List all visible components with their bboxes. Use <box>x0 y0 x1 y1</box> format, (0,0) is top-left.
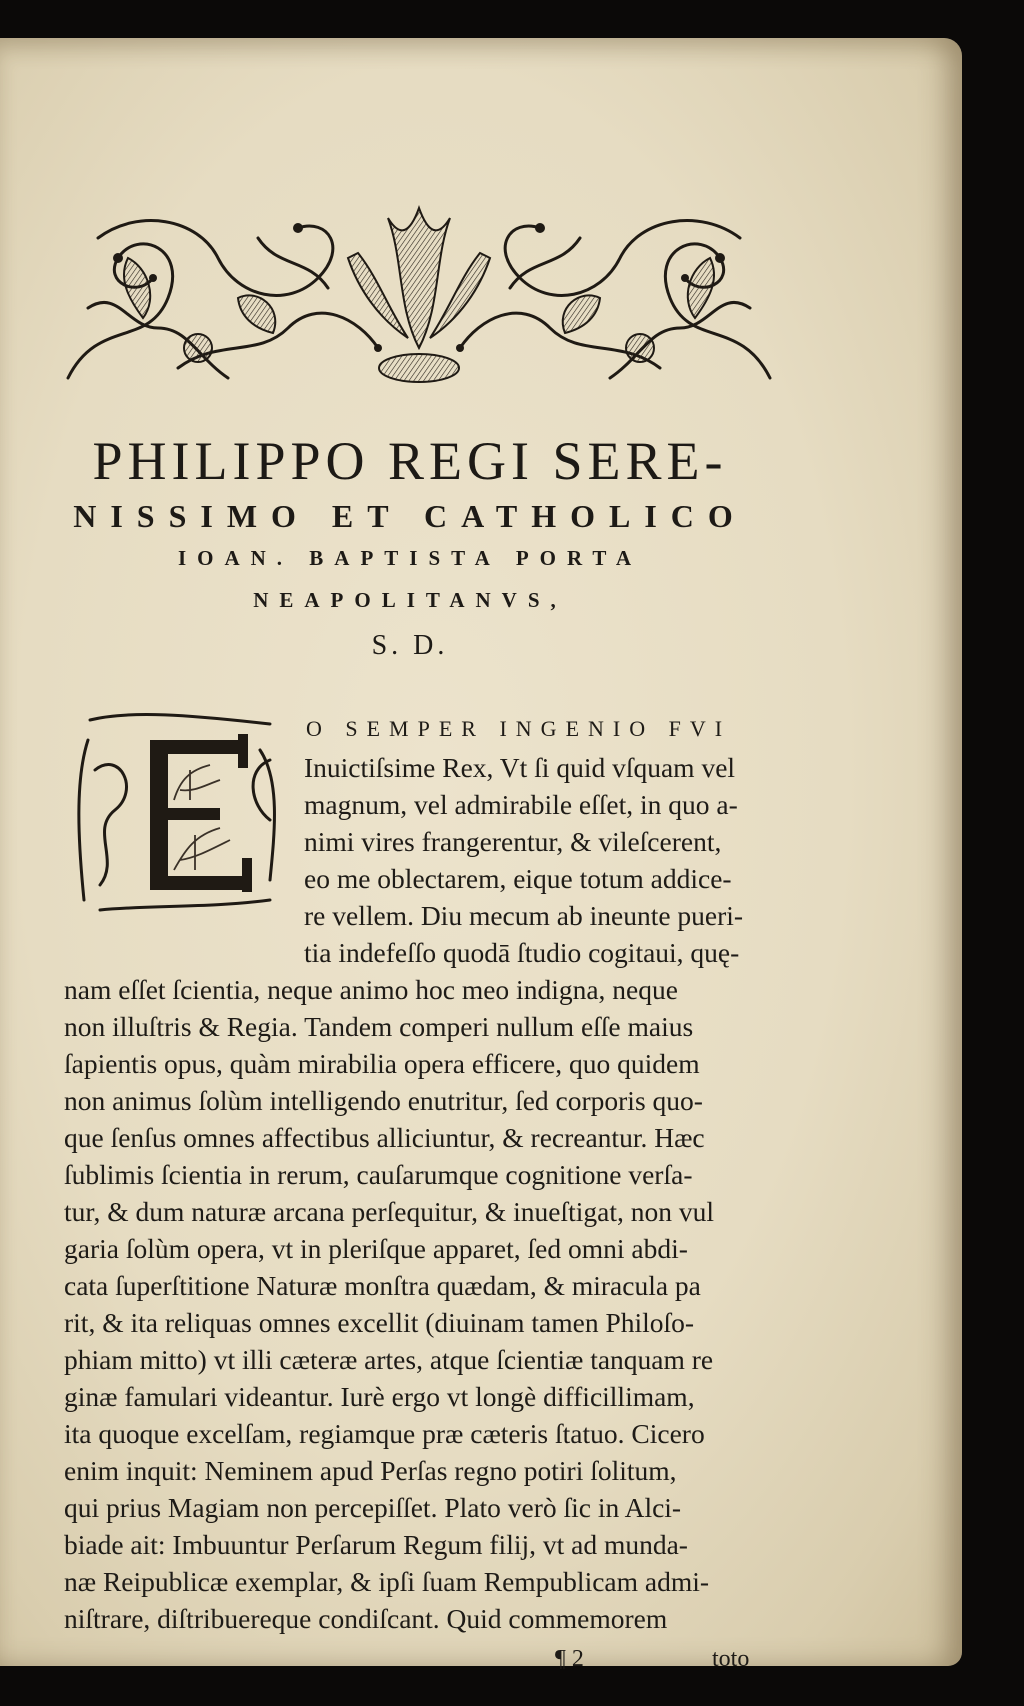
decorated-initial-letter-E <box>70 710 292 920</box>
text-line-11: non animus ſolùm intelligendo enutritur, ſed corporis quo- <box>64 1085 703 1116</box>
signature-mark: ¶ 2 <box>555 1646 584 1672</box>
author-origin: NEAPOLITANVS, <box>253 588 567 612</box>
text-line-21: enim inquit: Neminem apud Perſas regno potiri ſolitum, <box>64 1455 677 1486</box>
text-line-17: rit, & ita reliquas omnes excellit (diuinam tamen Philoſo- <box>64 1307 695 1338</box>
text-line-6: re vellem. Diu mecum ab ineunte pueri- <box>304 900 744 931</box>
text-line-2: Inuictiſsime Rex, Vt ſi quid vſquam vel <box>304 752 736 783</box>
salutation: S. D. <box>371 630 449 661</box>
text-line-16: cata ſuperſtitione Naturæ monſtra quædam, & miracula pa <box>64 1270 701 1301</box>
text-line-14: tur, & dum naturæ arcana perſequitur, & inueſtigat, non vul <box>64 1196 714 1227</box>
text-line-12: que ſenſus omnes affectibus alliciuntur, & recreantur. Hæc <box>64 1122 705 1153</box>
text-line-5: eo me oblectarem, eique totum addice- <box>304 863 732 894</box>
text-line-15: garia ſolùm opera, vt in pleriſque apparet, ſed omni abdi- <box>64 1233 688 1264</box>
catchword: toto <box>712 1646 750 1672</box>
dedication-title: PHILIPPO REGI SERE- <box>92 431 728 491</box>
text-line-4: nimi vires frangerentur, & vileſcerent, <box>304 826 722 857</box>
text-line-19: ginæ famulari videantur. Iurè ergo vt longè difficillimam, <box>64 1381 695 1412</box>
author-name: IOAN. BAPTISTA PORTA <box>177 546 643 570</box>
text-line-20: ita quoque excelſam, regiamque præ cæteris ſtatuo. Cicero <box>64 1418 705 1449</box>
text-line-9: non illuſtris & Regia. Tandem comperi nullum eſſe maius <box>64 1011 694 1042</box>
text-line-13: ſublimis ſcientia in rerum, cauſarumque cognitione verſa- <box>64 1159 693 1190</box>
text-line-23: biade ait: Imbuuntur Perſarum Regum filij, vt ad munda- <box>64 1529 688 1560</box>
dedication-subtitle: NISSIMO ET CATHOLICO <box>73 498 747 534</box>
text-line-3: magnum, vel admirabile eſſet, in quo a- <box>304 789 738 820</box>
text-line-18: phiam mitto) vt illi cæteræ artes, atque ſcientiæ tanquam re <box>64 1344 714 1375</box>
text-line-24: næ Reipublicæ exemplar, & ipſi ſuam Rempublicam admi- <box>64 1566 710 1597</box>
text-line-8: nam eſſet ſcientia, neque animo hoc meo indigna, neque <box>64 974 678 1005</box>
floral-headpiece-ornament <box>58 198 780 394</box>
text-line-10: ſapientis opus, quàm mirabilia opera efficere, quo quidem <box>64 1048 700 1079</box>
text-line-7: tia indefeſſo quodā ſtudio cogitaui, quę- <box>304 937 740 968</box>
text-line-22: qui prius Magiam non percepiſſet. Plato verò ſic in Alci- <box>64 1492 682 1523</box>
text-line-1: O SEMPER INGENIO FVI <box>306 716 732 741</box>
text-line-25: niſtrare, diſtribuereque condiſcant. Quid commemorem <box>64 1603 668 1634</box>
book-page <box>0 38 962 1672</box>
